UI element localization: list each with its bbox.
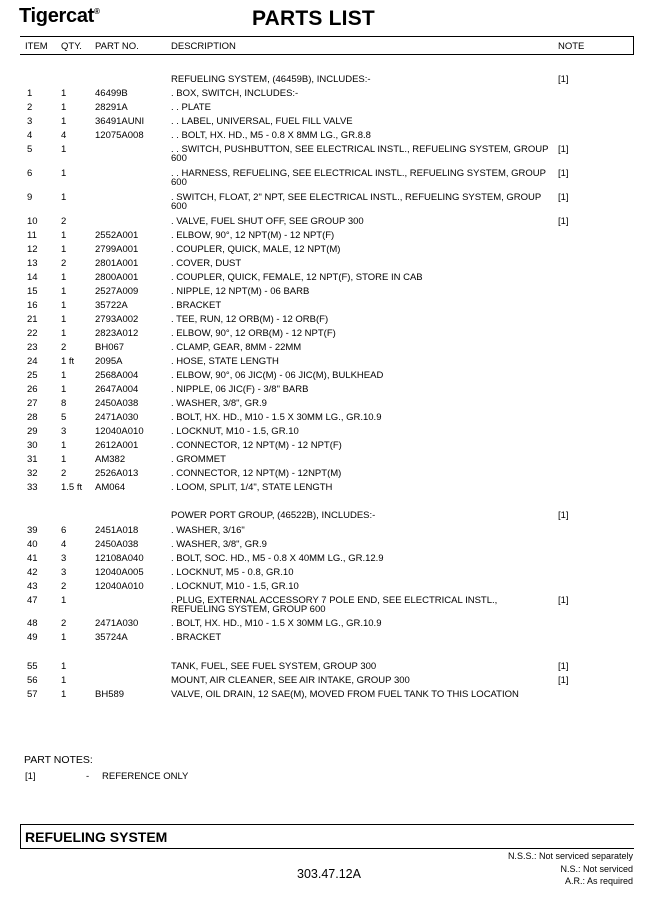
note: [1]: [558, 192, 569, 203]
quantity: 1 ft: [61, 356, 75, 367]
quantity: 4: [61, 130, 67, 141]
part-number: 2526A013: [95, 468, 139, 479]
legend-ns: N.S.: Not serviced: [560, 863, 633, 874]
description: . VALVE, FUEL SHUT OFF, SEE GROUP 300: [171, 216, 364, 227]
quantity: 1: [61, 300, 67, 311]
description: . GROMMET: [171, 454, 226, 465]
quantity: 1: [61, 272, 67, 283]
quantity: 2: [61, 216, 67, 227]
description: . CONNECTOR, 12 NPT(M) - 12 NPT(F): [171, 440, 342, 451]
quantity: 1: [61, 230, 67, 241]
note: [1]: [558, 661, 569, 672]
description: . WASHER, 3/16": [171, 525, 245, 536]
quantity: 1: [61, 286, 67, 297]
part-number: 2568A004: [95, 370, 139, 381]
description: . BRACKET: [171, 300, 222, 311]
note: [1]: [558, 675, 569, 686]
page-title: PARTS LIST: [252, 7, 375, 30]
part-number: 2527A009: [95, 286, 139, 297]
description: . COUPLER, QUICK, MALE, 12 NPT(M): [171, 244, 341, 255]
note: [1]: [558, 168, 569, 179]
description: . BOLT, HX. HD., M10 - 1.5 X 30MM LG., GR.10.9: [171, 618, 382, 629]
part-number: 2647A004: [95, 384, 139, 395]
item-number: 49: [27, 632, 38, 643]
document-number: 303.47.12A: [297, 867, 361, 881]
description: . PLUG, EXTERNAL ACCESSORY 7 POLE END, SEE ELECTRICAL INSTL., REFUELING SYSTEM, GROUP 600: [171, 595, 498, 615]
quantity: 1: [61, 88, 67, 99]
item-number: 10: [27, 216, 38, 227]
description: . ELBOW, 90°, 12 NPT(M) - 12 NPT(F): [171, 230, 335, 241]
description: . NIPPLE, 06 JIC(F) - 3/8" BARB: [171, 384, 309, 395]
description: . BOX, SWITCH, INCLUDES:-: [171, 88, 299, 99]
quantity: 1: [61, 192, 67, 203]
quantity: 8: [61, 398, 67, 409]
item-number: 9: [27, 192, 33, 203]
quantity: 4: [61, 539, 67, 550]
legend-nss: N.S.S.: Not serviced separately: [507, 851, 633, 861]
item-number: 28: [27, 412, 38, 423]
registered-mark: ®: [94, 7, 100, 16]
item-number: 22: [27, 328, 38, 339]
item-number: 5: [27, 144, 33, 155]
item-number: 11: [27, 230, 37, 241]
description: . LOCKNUT, M10 - 1.5, GR.10: [171, 426, 299, 437]
part-number: BH067: [95, 342, 125, 353]
description: . NIPPLE, 12 NPT(M) - 06 BARB: [171, 286, 310, 297]
note: [1]: [558, 595, 569, 606]
item-number: 16: [27, 300, 38, 311]
item-number: 15: [27, 286, 38, 297]
description: . COVER, DUST: [171, 258, 242, 269]
part-note-dash: -: [86, 771, 90, 782]
quantity: 5: [61, 412, 67, 423]
item-number: 30: [27, 440, 38, 451]
part-number: 2451A018: [95, 525, 139, 536]
description: . COUPLER, QUICK, FEMALE, 12 NPT(F), STORE IN CAB: [171, 272, 423, 283]
note: [1]: [558, 510, 569, 521]
part-number: 2801A001: [95, 258, 139, 269]
quantity: 1: [61, 454, 67, 465]
part-note-key: [1]: [25, 771, 36, 782]
description: . TEE, RUN, 12 ORB(M) - 12 ORB(F): [171, 314, 329, 325]
column-header-row: [20, 36, 634, 55]
item-number: 47: [27, 595, 38, 606]
description: . LOOM, SPLIT, 1/4", STATE LENGTH: [171, 482, 333, 493]
quantity: 3: [61, 426, 67, 437]
description: . CLAMP, GEAR, 8MM - 22MM: [171, 342, 302, 353]
item-number: 3: [27, 116, 33, 127]
description: . BRACKET: [171, 632, 222, 643]
item-number: 23: [27, 342, 38, 353]
quantity: 1: [61, 328, 67, 339]
quantity: 1: [61, 244, 67, 255]
quantity: 1: [61, 661, 67, 672]
item-number: 13: [27, 258, 38, 269]
quantity: 1: [61, 440, 67, 451]
item-number: 41: [27, 553, 38, 564]
quantity: 1: [61, 675, 67, 686]
legend-ar: A.R.: As required: [564, 876, 633, 886]
description: POWER PORT GROUP, (46522B), INCLUDES:-: [171, 510, 376, 521]
note: [1]: [558, 144, 569, 155]
column-header-part-no: PART NO.: [95, 41, 139, 52]
description: . SWITCH, FLOAT, 2" NPT, SEE ELECTRICAL INSTL., REFUELING SYSTEM, GROUP 600: [171, 192, 542, 212]
item-number: 55: [27, 661, 38, 672]
part-number: 2471A030: [95, 618, 139, 629]
quantity: 1: [61, 168, 67, 179]
description: . . LABEL, UNIVERSAL, FUEL FILL VALVE: [171, 116, 353, 127]
part-number: 2799A001: [95, 244, 139, 255]
item-number: 21: [27, 314, 38, 325]
part-number: 36491AUNI: [95, 116, 145, 127]
section-title-box: [20, 824, 634, 849]
quantity: 2: [61, 581, 67, 592]
part-number: 2552A001: [95, 230, 139, 241]
item-number: 27: [27, 398, 38, 409]
abbreviation-legend: [508, 850, 633, 888]
part-number: 12040A010: [95, 426, 144, 437]
description: REFUELING SYSTEM, (46459B), INCLUDES:-: [171, 74, 371, 85]
brand-name: Tigercat: [19, 5, 95, 27]
item-number: 57: [27, 689, 38, 700]
part-number: 2450A038: [95, 539, 139, 550]
description: . ELBOW, 90°, 06 JIC(M) - 06 JIC(M), BULKHEAD: [171, 370, 384, 381]
part-number: AM064: [95, 482, 126, 493]
item-number: 56: [27, 675, 38, 686]
column-header-note: NOTE: [558, 41, 585, 52]
column-header-description: DESCRIPTION: [171, 41, 236, 52]
part-number: 2471A030: [95, 412, 139, 423]
column-header-qty: QTY.: [61, 41, 82, 52]
section-title: REFUELING SYSTEM: [25, 829, 168, 845]
item-number: 12: [27, 244, 38, 255]
description: . WASHER, 3/8", GR.9: [171, 539, 267, 550]
quantity: 1: [61, 689, 67, 700]
description: . . HARNESS, REFUELING, SEE ELECTRICAL INSTL., REFUELING SYSTEM, GROUP 600: [171, 168, 546, 188]
part-note-text: REFERENCE ONLY: [102, 771, 189, 782]
quantity: 1: [61, 632, 67, 643]
quantity: 1: [61, 384, 67, 395]
item-number: 25: [27, 370, 38, 381]
note: [1]: [558, 216, 569, 227]
description: . . BOLT, HX. HD., M5 - 0.8 X 8MM LG., GR.8.8: [171, 130, 371, 141]
item-number: 2: [27, 102, 33, 113]
quantity: 1: [61, 144, 67, 155]
quantity: 1: [61, 102, 67, 113]
part-number: 12108A040: [95, 553, 144, 564]
description: MOUNT, AIR CLEANER, SEE AIR INTAKE, GROUP 300: [171, 675, 410, 686]
description: . . SWITCH, PUSHBUTTON, SEE ELECTRICAL INSTL., REFUELING SYSTEM, GROUP 600: [171, 144, 549, 164]
item-number: 6: [27, 168, 33, 179]
item-number: 32: [27, 468, 38, 479]
item-number: 24: [27, 356, 38, 367]
part-number: 46499B: [95, 88, 128, 99]
item-number: 48: [27, 618, 38, 629]
quantity: 1.5 ft: [61, 482, 83, 493]
part-number: 2450A038: [95, 398, 139, 409]
description: . LOCKNUT, M5 - 0.8, GR.10: [171, 567, 294, 578]
description: . BOLT, SOC. HD., M5 - 0.8 X 40MM LG., GR.12.9: [171, 553, 384, 564]
part-number: 2793A002: [95, 314, 139, 325]
item-number: 14: [27, 272, 38, 283]
item-number: 40: [27, 539, 38, 550]
part-notes-title: PART NOTES:: [24, 754, 93, 766]
description: . LOCKNUT, M10 - 1.5, GR.10: [171, 581, 299, 592]
quantity: 1: [61, 370, 67, 381]
quantity: 1: [61, 314, 67, 325]
description: . ELBOW, 90°, 12 ORB(M) - 12 NPT(F): [171, 328, 336, 339]
part-number: 2823A012: [95, 328, 139, 339]
quantity: 2: [61, 258, 67, 269]
description: . CONNECTOR, 12 NPT(M) - 12NPT(M): [171, 468, 342, 479]
description: . HOSE, STATE LENGTH: [171, 356, 279, 367]
item-number: 29: [27, 426, 38, 437]
quantity: 3: [61, 567, 67, 578]
part-number: 2800A001: [95, 272, 139, 283]
part-number: AM382: [95, 454, 126, 465]
quantity: 2: [61, 342, 67, 353]
part-number: 12075A008: [95, 130, 144, 141]
note: [1]: [558, 74, 569, 85]
quantity: 1: [61, 595, 67, 606]
item-number: 42: [27, 567, 38, 578]
part-number: 12040A005: [95, 567, 144, 578]
quantity: 3: [61, 553, 67, 564]
part-number: 28291A: [95, 102, 128, 113]
quantity: 6: [61, 525, 67, 536]
quantity: 2: [61, 468, 67, 479]
description: VALVE, OIL DRAIN, 12 SAE(M), MOVED FROM FUEL TANK TO THIS LOCATION: [171, 689, 519, 700]
item-number: 33: [27, 482, 38, 493]
description: . . PLATE: [171, 102, 211, 113]
part-number: 35722A: [95, 300, 128, 311]
part-number: 35724A: [95, 632, 128, 643]
item-number: 43: [27, 581, 38, 592]
quantity: 1: [61, 116, 67, 127]
brand-logo: [19, 5, 100, 28]
item-number: 4: [27, 130, 33, 141]
quantity: 2: [61, 618, 67, 629]
part-number: BH589: [95, 689, 125, 700]
item-number: 1: [27, 88, 33, 99]
description: . BOLT, HX. HD., M10 - 1.5 X 30MM LG., GR.10.9: [171, 412, 382, 423]
column-header-item: ITEM: [25, 41, 48, 52]
part-number: 2612A001: [95, 440, 139, 451]
item-number: 26: [27, 384, 38, 395]
description: TANK, FUEL, SEE FUEL SYSTEM, GROUP 300: [171, 661, 377, 672]
item-number: 31: [27, 454, 38, 465]
description: . WASHER, 3/8", GR.9: [171, 398, 267, 409]
part-number: 12040A010: [95, 581, 144, 592]
part-number: 2095A: [95, 356, 123, 367]
item-number: 39: [27, 525, 38, 536]
